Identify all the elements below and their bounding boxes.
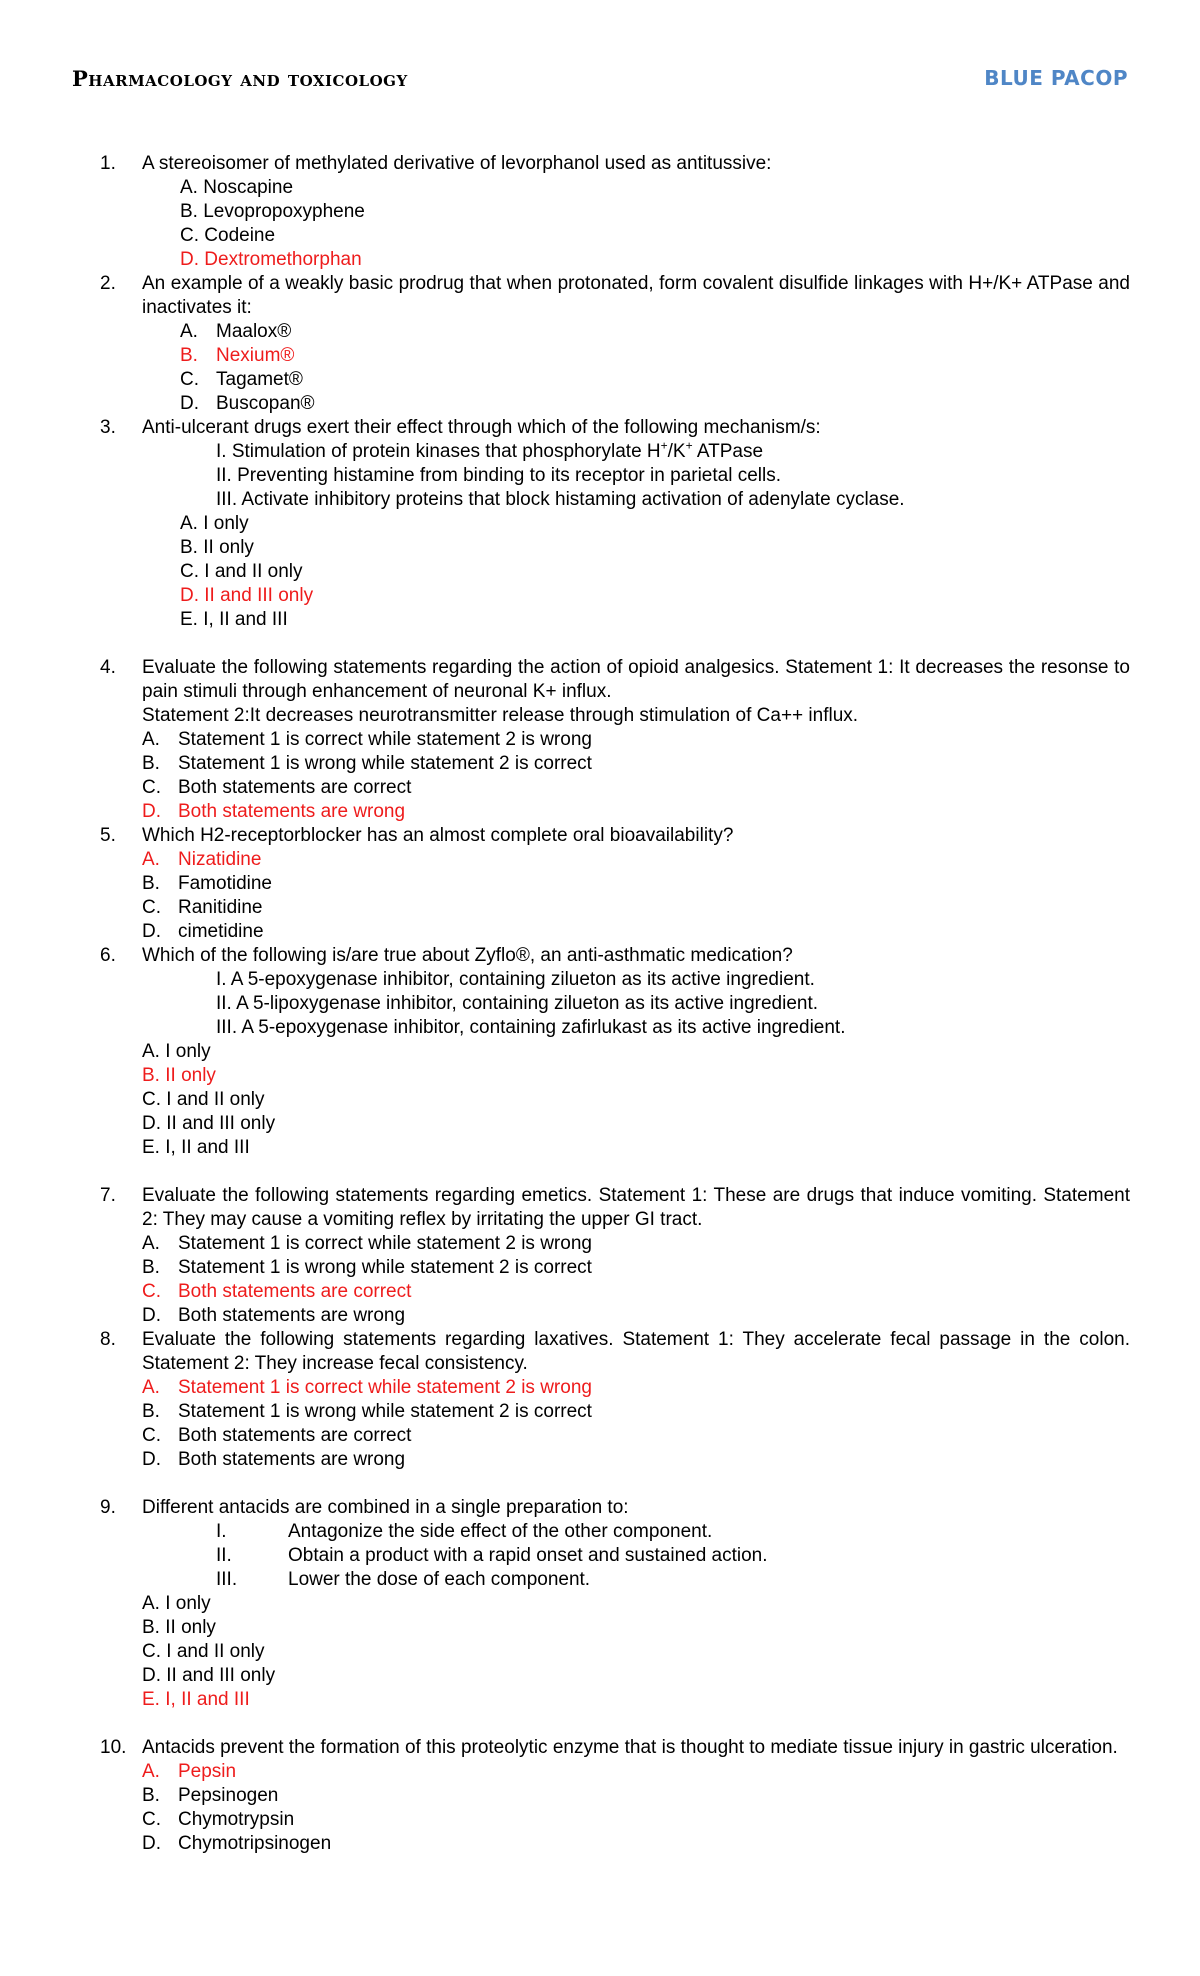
- option-text: Ranitidine: [178, 897, 263, 918]
- statement-ii: [142, 1544, 1130, 1568]
- option-letter: D.: [142, 1305, 161, 1326]
- option-letter: C.: [142, 1281, 161, 1302]
- question-9: [100, 1496, 1130, 1736]
- option-d: [142, 1304, 1130, 1328]
- option-letter: C.: [142, 897, 161, 918]
- option-letter: B.: [142, 1785, 160, 1806]
- question-8: [100, 1328, 1130, 1496]
- option-b: [142, 1256, 1130, 1280]
- option-text: cimetidine: [178, 921, 264, 942]
- option-d: [142, 392, 1130, 416]
- option-text: Chymotripsinogen: [178, 1833, 332, 1854]
- option-text: Pepsinogen: [178, 1785, 279, 1806]
- option-c: C. I and II only: [180, 561, 303, 582]
- question-number: 4.: [100, 657, 116, 678]
- question-stem: Antacids prevent the formation of this proteolytic enzyme that is thought to mediate tissue injury in gastric ulceration.: [142, 1737, 1118, 1758]
- statement-text: ATPase: [692, 441, 764, 462]
- option-text: Maalox®: [216, 321, 292, 342]
- option-letter: A.: [142, 849, 160, 870]
- option-c: C. I and II only: [142, 1641, 265, 1662]
- option-e-answer: E. I, II and III: [142, 1689, 250, 1710]
- option-letter: A.: [142, 1233, 160, 1254]
- question-5: [100, 824, 1130, 944]
- superscript: +: [660, 438, 668, 453]
- option-a: [142, 728, 1130, 752]
- option-text: Statement 1 is wrong while statement 2 is correct: [178, 1401, 592, 1422]
- statement-numeral: I.: [216, 1521, 227, 1542]
- question-stem: Which H2-receptorblocker has an almost complete oral bioavailability?: [142, 825, 734, 846]
- option-d: [142, 1832, 1130, 1856]
- option-d-answer: [142, 800, 1130, 824]
- option-b: B. II only: [180, 537, 254, 558]
- question-number: 1.: [100, 153, 116, 174]
- option-text: Tagamet®: [216, 369, 303, 390]
- question-stem: A stereoisomer of methylated derivative of levorphanol used as antitussive:: [142, 153, 772, 174]
- option-text: Both statements are correct: [178, 1425, 412, 1446]
- question-list: [100, 152, 1130, 1856]
- option-c: C. Codeine: [180, 225, 276, 246]
- option-d: D. II and III only: [142, 1113, 276, 1134]
- option-d-answer: D. II and III only: [180, 585, 314, 606]
- statement-iii: [142, 1568, 1130, 1592]
- brand-title: BLUE PACOP: [984, 66, 1128, 90]
- option-b: [142, 752, 1130, 776]
- option-d: [142, 920, 1130, 944]
- question-number: 2.: [100, 273, 116, 294]
- page-header: [72, 66, 1128, 96]
- statement-iii: III. Activate inhibitory proteins that block histaming activation of adenylate cyclase.: [216, 489, 905, 510]
- question-number: 5.: [100, 825, 116, 846]
- option-e: E. I, II and III: [142, 1137, 250, 1158]
- option-letter: A.: [142, 729, 160, 750]
- question-stem-2: Statement 2:It decreases neurotransmitter release through stimulation of Ca++ influx.: [142, 705, 859, 726]
- option-letter: B.: [142, 1401, 160, 1422]
- option-letter: D.: [180, 393, 199, 414]
- question-7: [100, 1184, 1130, 1328]
- option-letter: C.: [180, 369, 199, 390]
- question-number: 3.: [100, 417, 116, 438]
- option-e: E. I, II and III: [180, 609, 288, 630]
- option-a: A. Noscapine: [180, 177, 294, 198]
- question-1: [100, 152, 1130, 272]
- statement-i: I. A 5-epoxygenase inhibitor, containing zilueton as its active ingredient.: [216, 969, 815, 990]
- option-c: [142, 896, 1130, 920]
- statement-ii: II. A 5-lipoxygenase inhibitor, containing zilueton as its active ingredient.: [216, 993, 819, 1014]
- option-text: Statement 1 is correct while statement 2 is wrong: [178, 1233, 592, 1254]
- option-text: Statement 1 is correct while statement 2 is wrong: [178, 729, 592, 750]
- question-6: [100, 944, 1130, 1184]
- option-letter: A.: [180, 321, 198, 342]
- option-b: [142, 1784, 1130, 1808]
- option-c: [142, 1424, 1130, 1448]
- question-number: 8.: [100, 1329, 116, 1350]
- option-letter: B.: [142, 1257, 160, 1278]
- question-stem: Anti-ulcerant drugs exert their effect through which of the following mechanism/s:: [142, 417, 821, 438]
- option-a-answer: [142, 1760, 1130, 1784]
- option-letter: C.: [142, 777, 161, 798]
- statement-text: Lower the dose of each component.: [288, 1569, 591, 1590]
- question-stem: An example of a weakly basic prodrug that when protonated, form covalent disulfide linkages with H+/K+ ATPase and inactivates it:: [142, 273, 1130, 318]
- option-c-answer: [142, 1280, 1130, 1304]
- question-stem: Which of the following is/are true about Zyflo®, an anti-asthmatic medication?: [142, 945, 793, 966]
- question-2: [100, 272, 1130, 416]
- option-letter: C.: [142, 1809, 161, 1830]
- option-letter: D.: [142, 1449, 161, 1470]
- option-d: D. II and III only: [142, 1665, 276, 1686]
- option-text: Nizatidine: [178, 849, 262, 870]
- option-c: [142, 1808, 1130, 1832]
- question-stem: Different antacids are combined in a single preparation to:: [142, 1497, 629, 1518]
- question-3: [100, 416, 1130, 656]
- statement-text: Antagonize the side effect of the other component.: [288, 1521, 713, 1542]
- option-b: B. Levopropoxyphene: [180, 201, 365, 222]
- option-letter: D.: [142, 1833, 161, 1854]
- question-stem: Evaluate the following statements regarding laxatives. Statement 1: They accelerate fecal passage in the colon. Statement 2: They increase fecal consistency.: [142, 1329, 1130, 1374]
- option-text: Statement 1 is wrong while statement 2 is correct: [178, 753, 592, 774]
- option-a: A. I only: [142, 1041, 211, 1062]
- option-d-answer: D. Dextromethorphan: [180, 249, 362, 270]
- question-number: 6.: [100, 945, 116, 966]
- option-b: [142, 1400, 1130, 1424]
- question-number: 9.: [100, 1497, 116, 1518]
- option-letter: B.: [142, 873, 160, 894]
- statement-iii: III. A 5-epoxygenase inhibitor, containing zafirlukast as its active ingredient.: [216, 1017, 846, 1038]
- option-a: A. I only: [142, 1593, 211, 1614]
- option-text: Both statements are wrong: [178, 1305, 406, 1326]
- question-4: [100, 656, 1130, 824]
- option-text: Chymotrypsin: [178, 1809, 295, 1830]
- statement-i: [142, 1520, 1130, 1544]
- option-b-answer: B. II only: [142, 1065, 216, 1086]
- superscript: +: [685, 438, 693, 453]
- statement-text: I. Stimulation of protein kinases that phosphorylate H: [216, 441, 661, 462]
- statement-text: /K: [667, 441, 686, 462]
- question-stem: Evaluate the following statements regarding emetics. Statement 1: These are drugs that induce vomiting. Statement 2: They may cause a vomiting reflex by irritating the upper GI tract.: [142, 1185, 1130, 1230]
- option-letter: C.: [142, 1425, 161, 1446]
- option-letter: D.: [142, 801, 161, 822]
- option-d: [142, 1448, 1130, 1472]
- statement-ii: II. Preventing histamine from binding to its receptor in parietal cells.: [216, 465, 781, 486]
- option-c: [142, 368, 1130, 392]
- question-number: 7.: [100, 1185, 116, 1206]
- option-text: Both statements are wrong: [178, 801, 406, 822]
- option-text: Famotidine: [178, 873, 272, 894]
- option-letter: D.: [142, 921, 161, 942]
- option-c: [142, 776, 1130, 800]
- question-10: [100, 1736, 1130, 1856]
- option-b: B. II only: [142, 1617, 216, 1638]
- question-number: 10.: [100, 1737, 127, 1758]
- statement-text: Obtain a product with a rapid onset and sustained action.: [288, 1545, 768, 1566]
- option-c: C. I and II only: [142, 1089, 265, 1110]
- option-text: Statement 1 is wrong while statement 2 is correct: [178, 1257, 592, 1278]
- option-text: Nexium®: [216, 345, 295, 366]
- subject-title: Pharmacology and toxicology: [72, 66, 408, 91]
- option-a-answer: [142, 848, 1130, 872]
- option-a-answer: [142, 1376, 1130, 1400]
- option-b-answer: [142, 344, 1130, 368]
- question-stem: Evaluate the following statements regarding the action of opioid analgesics. Statement 1: It decreases the resonse to pain stimuli through enhancement of neuronal K+ influx.: [142, 657, 1130, 702]
- option-text: Both statements are wrong: [178, 1449, 406, 1470]
- statement-numeral: III.: [216, 1569, 238, 1590]
- option-a: A. I only: [180, 513, 249, 534]
- option-a: [142, 1232, 1130, 1256]
- option-text: Statement 1 is correct while statement 2 is wrong: [178, 1377, 592, 1398]
- option-b: [142, 872, 1130, 896]
- option-letter: A.: [142, 1761, 160, 1782]
- option-a: [142, 320, 1130, 344]
- option-letter: B.: [142, 753, 160, 774]
- option-text: Both statements are correct: [178, 777, 412, 798]
- option-letter: B.: [180, 345, 198, 366]
- option-text: Both statements are correct: [178, 1281, 412, 1302]
- statement-numeral: II.: [216, 1545, 232, 1566]
- statement-i: [142, 440, 1130, 464]
- option-letter: A.: [142, 1377, 160, 1398]
- option-text: Pepsin: [178, 1761, 237, 1782]
- option-text: Buscopan®: [216, 393, 315, 414]
